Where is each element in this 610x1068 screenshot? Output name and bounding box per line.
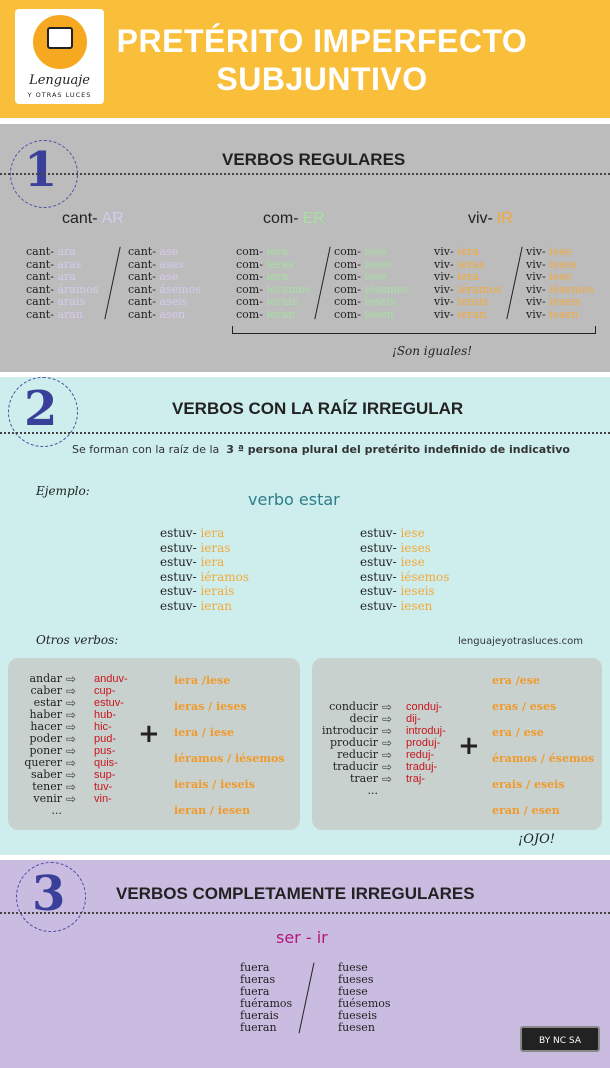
ending: ieses: [400, 540, 431, 555]
stem: estuv-: [360, 540, 401, 555]
ir-se-forms: [526, 246, 594, 321]
arrow-right-icon: ⇨: [66, 780, 77, 794]
ending: iera: [200, 555, 225, 569]
page-title: [112, 22, 532, 98]
formation-rule: Se forman con la raíz de la 3 ª persona plural del pretérito indefinido de indicativo: [72, 443, 570, 456]
ending: aran: [57, 307, 83, 321]
irregular-stem: tuv-: [94, 781, 113, 793]
stem: viv-: [434, 282, 458, 296]
ending-pair: iéramos / iésemos: [174, 752, 285, 765]
stem: viv-: [526, 282, 550, 296]
stem: viv-: [434, 257, 458, 271]
infinitive: poder: [29, 732, 62, 745]
ser-se-forms: [338, 962, 391, 1034]
arrow-right-icon: ⇨: [66, 672, 77, 686]
ending: aras: [57, 257, 82, 271]
conjugation-row: fuera: [240, 985, 270, 998]
arrow-right-icon: ⇨: [66, 708, 77, 722]
ending: iésemos: [549, 282, 595, 296]
divider-slash: [104, 247, 120, 320]
stem: com-: [334, 282, 365, 296]
section-fully-irregular: [0, 860, 610, 1068]
example-se-forms: [360, 526, 449, 613]
stem: com-: [334, 295, 365, 308]
conjugation-row: [360, 541, 449, 556]
stem: com-: [236, 257, 267, 271]
ending: iera: [457, 245, 480, 258]
stem: com-: [334, 257, 365, 271]
ending-pair: erais / eseis: [492, 778, 565, 791]
stem: cant-: [26, 295, 58, 308]
conjugation-row: [128, 309, 201, 322]
irregular-stem: estuv-: [94, 697, 124, 709]
conjugation-row: fueseis: [338, 1009, 377, 1022]
conjugation-row: fuese: [338, 985, 368, 998]
conjugation-row: [360, 570, 449, 585]
ending: ara: [57, 245, 76, 258]
dotted-divider: [0, 432, 610, 434]
stem: estuv-: [160, 584, 201, 598]
ending: ieras: [457, 257, 485, 271]
logo: [15, 9, 104, 104]
er-se-forms: [334, 246, 409, 321]
stem: com-: [236, 295, 267, 308]
arrow-right-icon: ⇨: [382, 700, 393, 714]
ending-pair: eran / esen: [492, 804, 560, 817]
conjugation-row: fuerais: [240, 1009, 279, 1022]
arrow-right-icon: ⇨: [382, 724, 393, 738]
irregular-stem: cup-: [94, 685, 116, 697]
ojo-note: ¡OJO!: [518, 832, 555, 847]
conjugation-row: fuesen: [338, 1021, 375, 1034]
ending: ieras: [200, 540, 231, 555]
ending: ieses: [549, 257, 577, 271]
ending-pair: ieras / ieses: [174, 700, 247, 713]
infinitive: saber: [30, 768, 62, 781]
ending: arais: [57, 295, 85, 308]
ending-pair: ierais / ieseis: [174, 778, 255, 791]
arrow-right-icon: ⇨: [382, 736, 393, 750]
irregular-stem: anduv-: [94, 673, 128, 685]
conjugation-row: fuera: [240, 961, 270, 974]
ending: ieseis: [549, 295, 581, 308]
irregular-stem: dij-: [406, 713, 421, 725]
ending: iesen: [400, 598, 433, 613]
stem: cant-: [128, 257, 160, 271]
stem: cant-: [26, 257, 58, 271]
conjugation-row: [160, 541, 249, 556]
conjugation-row: [160, 555, 249, 570]
stem: com-: [334, 270, 365, 283]
infinitive: decir: [349, 712, 378, 725]
stem: cant-: [128, 245, 160, 258]
arrow-right-icon: ⇨: [66, 684, 77, 698]
infinitive: reducir: [337, 748, 378, 761]
plus-sign: +: [458, 731, 480, 761]
stem: cant-: [128, 307, 160, 321]
irregular-stem: pus-: [94, 745, 116, 757]
stem: cant-: [26, 282, 58, 296]
ending-pair: era /ese: [492, 674, 540, 687]
irregular-stem: traduj-: [406, 761, 438, 773]
stem: com-: [236, 245, 267, 258]
arrow-right-icon: ⇨: [382, 712, 393, 726]
ir-ra-forms: [434, 246, 502, 321]
ending-pair: ieran / iesen: [174, 804, 251, 817]
stem-er: com- ER: [263, 210, 325, 227]
arrow-right-icon: ⇨: [66, 696, 77, 710]
ending: iese: [400, 555, 425, 569]
ending: iera: [266, 245, 289, 258]
infinitive: hacer: [30, 720, 62, 733]
stem: cant-: [26, 307, 58, 321]
example-ra-forms: [160, 526, 249, 613]
stem: viv-: [434, 270, 458, 283]
divider-slash: [506, 247, 522, 320]
conjugation-row: [236, 309, 311, 322]
stem: estuv-: [360, 569, 401, 584]
infinitive: tener: [32, 780, 62, 793]
ending: ieseis: [400, 584, 435, 598]
section-title: VERBOS COMPLETAMENTE IRREGULARES: [116, 884, 475, 903]
ending: ieran: [200, 598, 233, 613]
title-line-2: SUBJUNTIVO: [216, 61, 428, 97]
ar-ra-forms: [26, 246, 99, 321]
ending: iese: [364, 270, 387, 283]
infinitive: introducir: [322, 724, 378, 737]
infinitive: venir: [33, 792, 62, 805]
ending-pair: eras / eses: [492, 700, 557, 713]
others-label: Otros verbos:: [36, 633, 119, 647]
section-title: VERBOS REGULARES: [222, 150, 406, 169]
stem: viv-: [526, 270, 550, 283]
stem: cant-: [128, 295, 160, 308]
er-ra-forms: [236, 246, 311, 321]
stem: com-: [236, 282, 267, 296]
arrow-right-icon: ⇨: [66, 744, 77, 758]
stem-list: [94, 673, 128, 805]
stem: estuv-: [160, 555, 201, 569]
ending: iera: [457, 270, 480, 283]
conjugation-row: [360, 584, 449, 599]
stem: estuv-: [160, 540, 201, 555]
ending: ierais: [266, 295, 298, 308]
ser-ra-forms: [240, 962, 292, 1034]
ending: áramos: [57, 282, 99, 296]
stem: estuv-: [360, 526, 401, 540]
arrow-right-icon: ⇨: [66, 720, 77, 734]
conjugation-row: [26, 309, 99, 322]
stem: estuv-: [160, 526, 201, 540]
arrow-right-icon: ⇨: [382, 760, 393, 774]
ending: ase: [159, 270, 179, 283]
ending: ases: [159, 257, 184, 271]
logo-subtext: Y OTRAS LUCES: [27, 91, 92, 99]
conjugation-row: [160, 570, 249, 585]
section-regular-verbs: [0, 124, 610, 372]
conjugation-row: [334, 309, 409, 322]
infinitive-list: [20, 673, 62, 817]
irregular-stem: conduj-: [406, 701, 443, 713]
example-label: Ejemplo:: [36, 484, 90, 498]
ending: ieran: [266, 307, 296, 321]
conjugation-row: fueras: [240, 973, 276, 986]
stem: cant-: [128, 282, 160, 296]
ending: ieras: [266, 257, 294, 271]
infinitive: estar: [33, 696, 62, 709]
bracket: [232, 326, 596, 334]
ending-pair: era / ese: [492, 726, 544, 739]
irregular-stem: hub-: [94, 709, 117, 721]
ending: ierais: [457, 295, 489, 308]
ar-se-forms: [128, 246, 201, 321]
dotted-divider: [0, 912, 610, 914]
ending: ara: [57, 270, 76, 283]
arrow-list: [382, 701, 392, 785]
stem: viv-: [526, 245, 550, 258]
ending: iésemos: [364, 282, 410, 296]
ending: iese: [549, 245, 572, 258]
arrow-right-icon: ⇨: [66, 756, 77, 770]
stem: estuv-: [160, 569, 201, 584]
ending: iera: [266, 270, 289, 283]
ending: ásemos: [159, 282, 201, 296]
irregular-stem: produj-: [406, 737, 441, 749]
stem: viv-: [434, 295, 458, 308]
infinitive: ...: [51, 804, 62, 817]
irregular-stem: pud-: [94, 733, 117, 745]
ending: ieran: [457, 307, 487, 321]
stem: estuv-: [360, 598, 401, 613]
ser-ir-title: ser - ir: [276, 928, 328, 947]
conjugation-row: fuéramos: [240, 997, 293, 1010]
title-line-1: PRETÉRITO IMPERFECTO: [116, 23, 528, 59]
conjugation-row: [360, 555, 449, 570]
conjugation-row: fueran: [240, 1021, 277, 1034]
ending-pair: iera /iese: [174, 674, 231, 687]
section-number: 1: [24, 142, 58, 198]
conjugation-row: [526, 309, 594, 322]
conjugation-row: fuese: [338, 961, 368, 974]
stem: viv-: [434, 307, 458, 321]
conjugation-row: [360, 526, 449, 541]
infinitive: haber: [29, 708, 62, 721]
stem: estuv-: [360, 584, 401, 598]
ending: iese: [364, 245, 387, 258]
ending: iesen: [364, 307, 394, 321]
arrow-right-icon: ⇨: [66, 768, 77, 782]
infinitive: andar: [29, 672, 62, 685]
ending: iera: [200, 526, 225, 540]
infinitive: caber: [30, 684, 62, 697]
ending: asen: [159, 307, 186, 321]
irregular-stem: reduj-: [406, 749, 435, 761]
dotted-divider: [0, 173, 610, 175]
irregular-stem: introduj-: [406, 725, 446, 737]
conjugation-row: fueses: [338, 973, 374, 986]
stem: com-: [236, 270, 267, 283]
website: lenguajeyotrasluces.com: [458, 636, 583, 647]
ending-pair: iera / iese: [174, 726, 235, 739]
stem: com-: [334, 245, 365, 258]
ending-list: [174, 668, 284, 824]
creative-commons-badge: BY NC SA: [520, 1026, 600, 1052]
conjugation-row: [160, 584, 249, 599]
divider-slash: [314, 247, 330, 320]
ending: iese: [400, 526, 425, 540]
ending-pair: éramos / ésemos: [492, 752, 595, 765]
irregular-stem: vin-: [94, 793, 112, 805]
arrow-right-icon: ⇨: [66, 792, 77, 806]
plus-sign: +: [138, 719, 160, 749]
conjugation-row: [160, 599, 249, 614]
ending: ieses: [364, 257, 393, 271]
stem: cant-: [26, 270, 58, 283]
stem: estuv-: [160, 598, 201, 613]
infinitive: poner: [29, 744, 62, 757]
infinitive: ...: [367, 784, 378, 797]
arrow-list: [66, 673, 76, 805]
conjugation-row: [434, 309, 502, 322]
ending-list: [492, 668, 594, 824]
conjugation-row: [160, 526, 249, 541]
stem-ir: viv- IR: [468, 210, 513, 227]
stem: estuv-: [360, 555, 401, 569]
infinitive: traer: [349, 772, 378, 785]
conjugation-row: fuésemos: [338, 997, 391, 1010]
infinitive: conducir: [329, 700, 378, 713]
section-number: 2: [24, 381, 58, 437]
example-verb: verbo estar: [248, 490, 340, 509]
stem: viv-: [434, 245, 458, 258]
section-number: 3: [32, 866, 66, 922]
stem: com-: [236, 307, 267, 321]
ending: iéramos: [200, 569, 250, 584]
stem: viv-: [526, 295, 550, 308]
stem-ar: cant- AR: [62, 210, 124, 227]
conjugation-row: [360, 599, 449, 614]
arrow-right-icon: ⇨: [382, 772, 393, 786]
ending: aseis: [159, 295, 188, 308]
note-iguales: ¡Son iguales!: [392, 344, 473, 358]
logo-text: Lenguaje: [29, 73, 90, 88]
stem: cant-: [26, 245, 58, 258]
ending: ieseis: [364, 295, 396, 308]
ending: ierais: [200, 584, 235, 598]
stem: viv-: [526, 257, 550, 271]
infinitive-list: [318, 701, 378, 797]
infinitive: querer: [24, 756, 62, 769]
irregular-stem: traj-: [406, 773, 425, 785]
ending: iésemos: [400, 569, 450, 584]
section-title: VERBOS CON LA RAÍZ IRREGULAR: [172, 399, 464, 418]
irregular-stem: sup-: [94, 769, 116, 781]
ending: iéramos: [457, 282, 502, 296]
stem: viv-: [526, 307, 550, 321]
stem: cant-: [128, 270, 160, 283]
stem-list: [406, 701, 446, 785]
irregular-stem: hic-: [94, 721, 112, 733]
stem: com-: [334, 307, 365, 321]
irregular-stem: quis-: [94, 757, 118, 769]
book-icon: [47, 27, 73, 49]
header-banner: [0, 0, 610, 118]
ending: iesen: [549, 307, 579, 321]
ending: iéramos: [266, 282, 311, 296]
ending: iese: [549, 270, 572, 283]
infinitive: producir: [330, 736, 378, 749]
infinitive: traducir: [332, 760, 378, 773]
arrow-right-icon: ⇨: [66, 732, 77, 746]
ending: ase: [159, 245, 179, 258]
arrow-right-icon: ⇨: [382, 748, 393, 762]
